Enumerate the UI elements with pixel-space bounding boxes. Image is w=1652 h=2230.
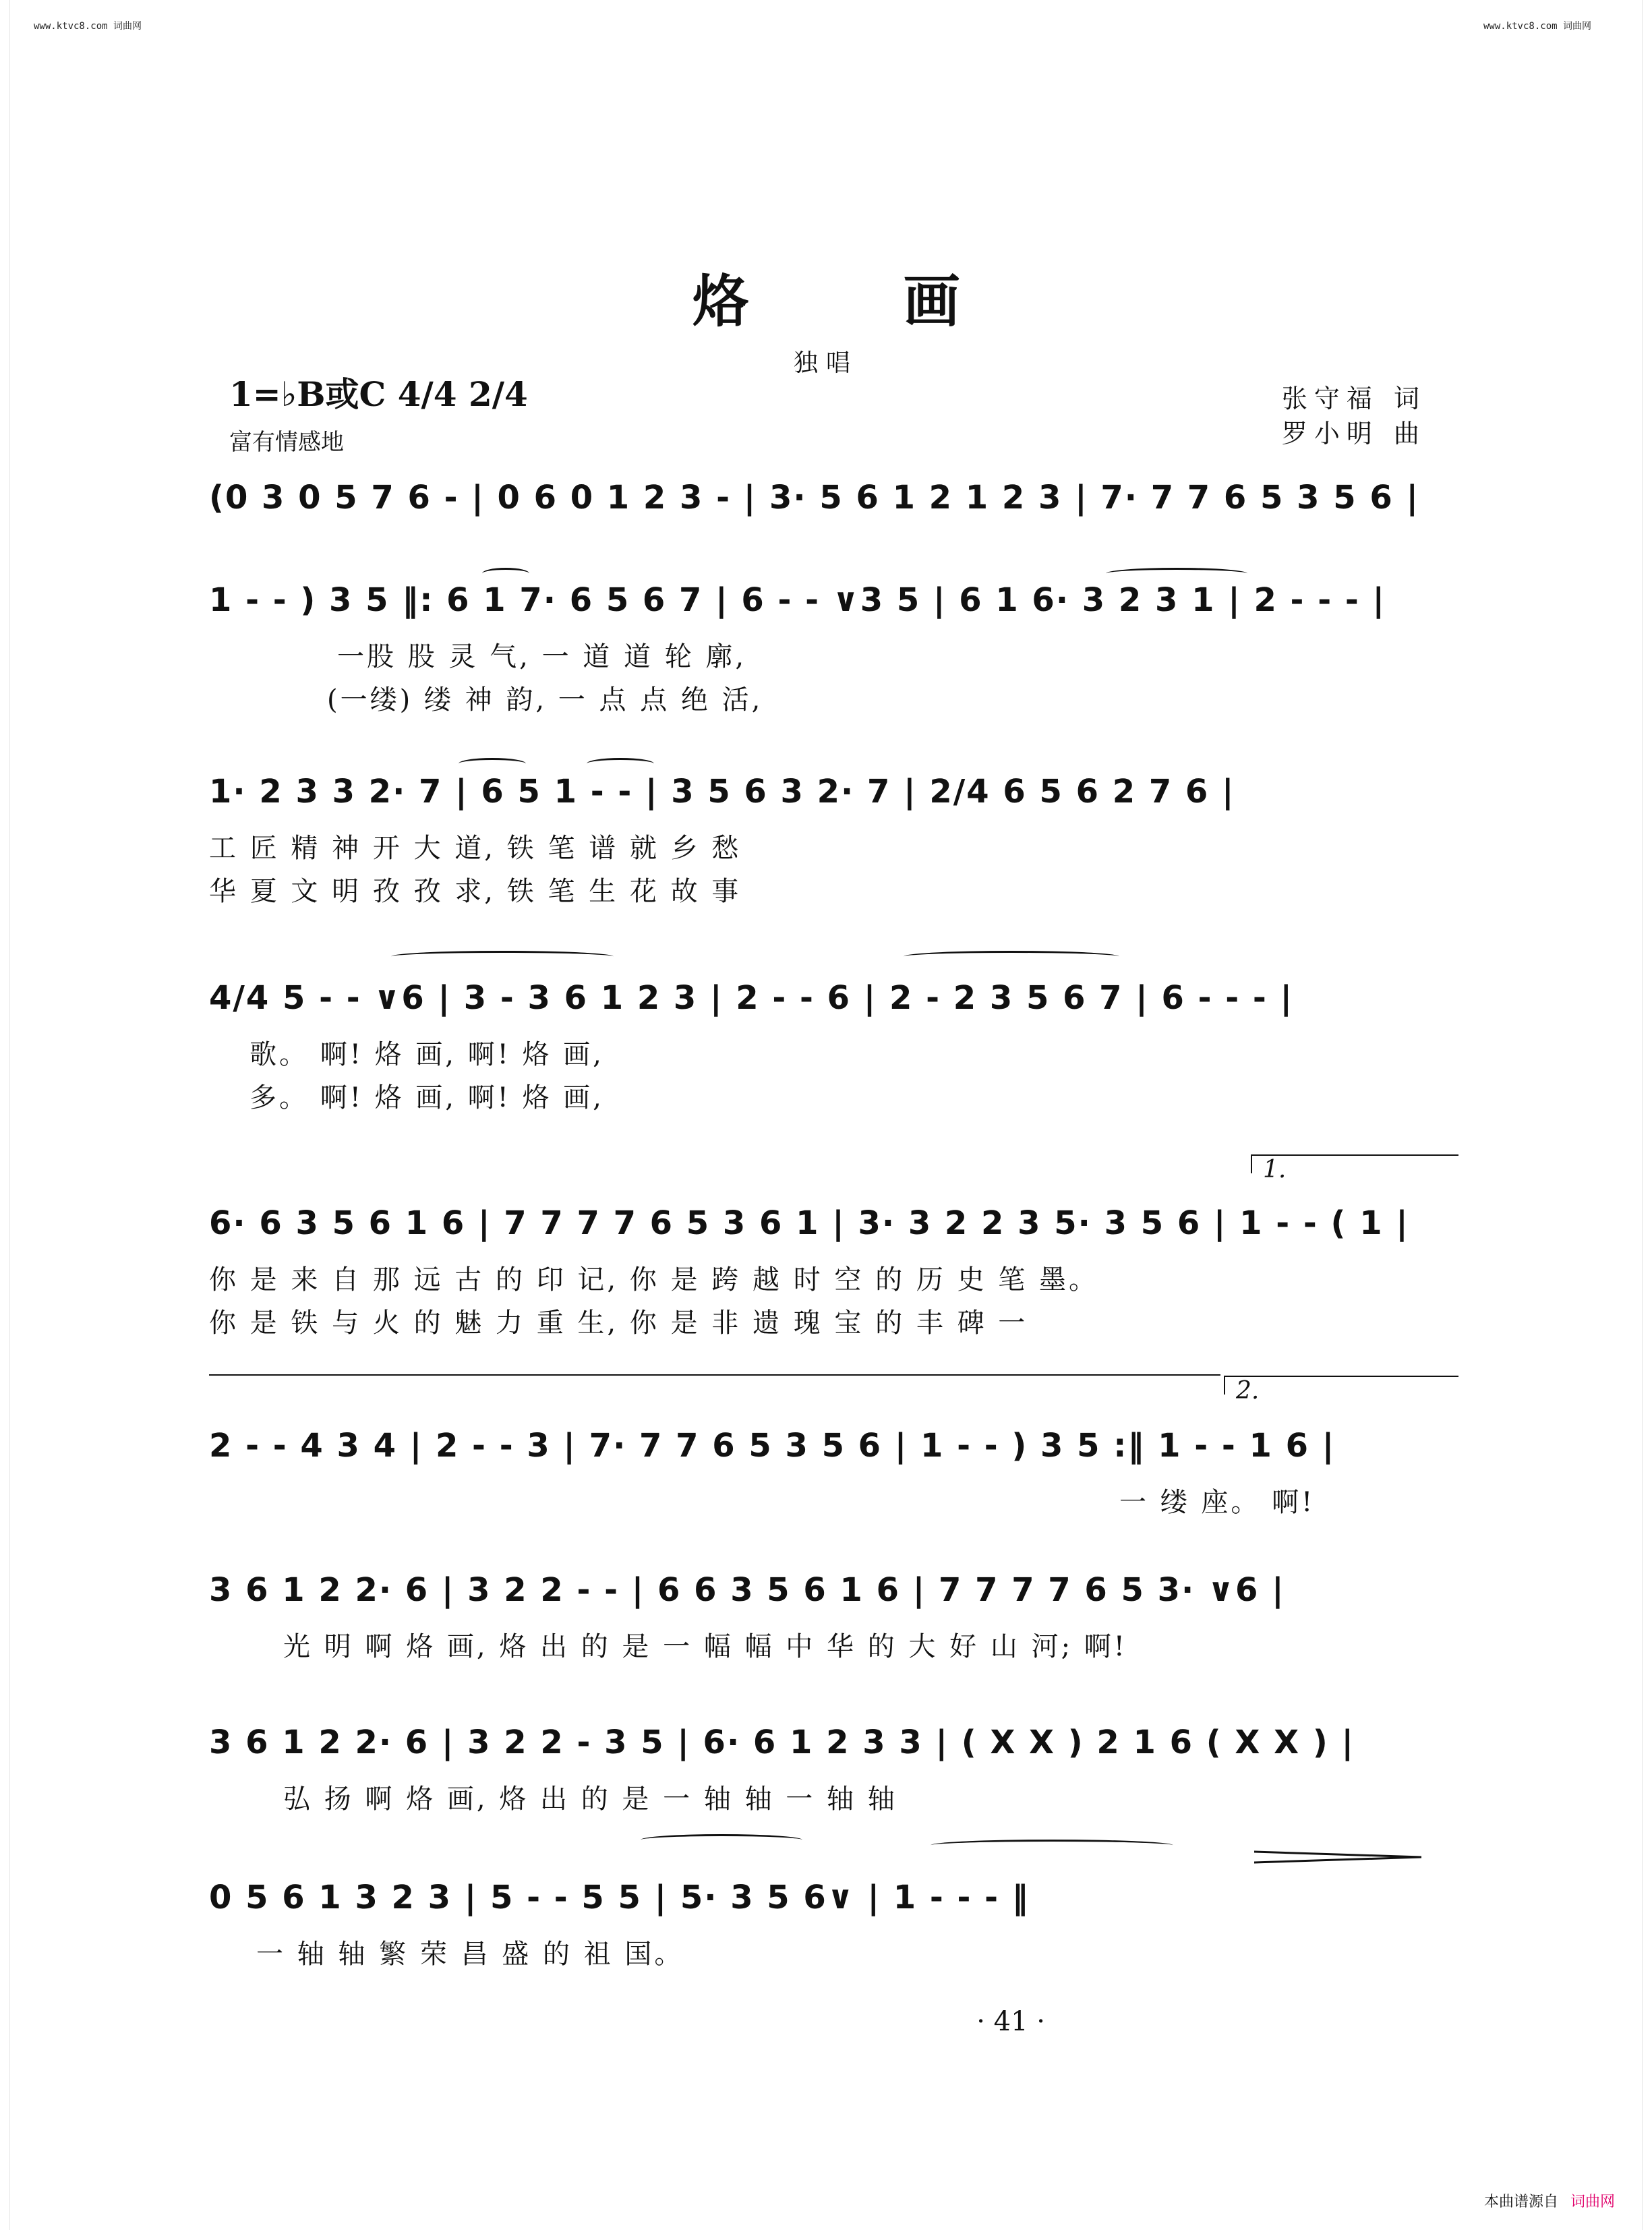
system-9-notes: 0 5 6 1 3 2 3 | 5 - - 5 5 | 5· 3 5 6∨ | 1 - - - ‖ xyxy=(209,1879,1030,1916)
page-number: · 41 · xyxy=(976,2006,1045,2037)
system-7-lyric-1: 光 明 啊 烙 画, 烙 出 的 是 一 幅 幅 中 华 的 大 好 山 河; 啊! xyxy=(283,1631,1127,1662)
song-subtitle: 独唱 xyxy=(793,349,858,377)
footer-brand: 词曲网 xyxy=(1570,2194,1615,2210)
composer-credit: 罗小明 曲 xyxy=(1281,419,1426,448)
system-9-lyric-1: 一 轴 轴 繁 荣 昌 盛 的 祖 国。 xyxy=(256,1939,684,1970)
system-4-notes: 4/4 5 - - ∨6 | 3 - 3 6 1 2 3 | 2 - - 6 | 2 - 2 3 5 6 7 | 6 - - - | xyxy=(209,979,1294,1017)
header-source-right: www.ktvc8.com 词曲网 xyxy=(1483,21,1591,32)
system-5-lyric-1: 你 是 来 自 那 远 古 的 印 记, 你 是 跨 越 时 空 的 历 史 笔 墨。 xyxy=(209,1264,1099,1295)
second-ending-bracket: 2. xyxy=(1224,1376,1458,1395)
header-source-left: www.ktvc8.com 词曲网 xyxy=(34,21,142,32)
song-title: 烙 画 xyxy=(692,268,1028,334)
system-6-notes: 2 - - 4 3 4 | 2 - - 3 | 7· 7 7 6 5 3 5 6 | 1 - - ) 3 5 :‖ 1 - - 1 6 | xyxy=(209,1427,1336,1465)
first-ending-bracket: 1. xyxy=(1251,1154,1458,1173)
system-4-lyric-1: 歌。 啊! 烙 画, 啊! 烙 画, xyxy=(249,1039,604,1070)
system-7-notes: 3 6 1 2 2· 6 | 3 2 2 - - | 6 6 3 5 6 1 6 | 7 7 7 7 6 5 3· ∨6 | xyxy=(209,1571,1285,1609)
system-5-notes: 6· 6 3 5 6 1 6 | 7 7 7 7 6 5 3 6 1 | 3· 3 2 2 3 5· 3 5 6 | 1 - - ( 1 | xyxy=(209,1204,1409,1242)
lyricist-credit: 张守福 词 xyxy=(1281,384,1426,413)
slur-mark xyxy=(391,951,614,962)
system-divider xyxy=(209,1374,1220,1376)
slur-mark xyxy=(904,951,1119,962)
system-2-lyric-1: 一股 股 灵 气, 一 道 道 轮 廓, xyxy=(337,641,747,672)
system-2-lyric-2: (一缕) 缕 神 韵, 一 点 点 绝 活, xyxy=(327,684,763,715)
slur-mark xyxy=(587,758,654,769)
system-3-notes: 1· 2 3 3 2· 7 | 6 5 1 - - | 3 5 6 3 2· 7 | 2/4 6 5 6 2 7 6 | xyxy=(209,773,1235,811)
footer-credit xyxy=(1484,2190,1615,2211)
system-3-lyric-1: 工 匠 精 神 开 大 道, 铁 笔 谱 就 乡 愁 xyxy=(209,833,742,864)
system-3-lyric-2: 华 夏 文 明 孜 孜 求, 铁 笔 生 花 故 事 xyxy=(209,876,742,907)
system-5-lyric-2: 你 是 铁 与 火 的 魅 力 重 生, 你 是 非 遗 瑰 宝 的 丰 碑 一 xyxy=(209,1308,1028,1339)
system-8-lyric-1: 弘 扬 啊 烙 画, 烙 出 的 是 一 轴 轴 一 轴 轴 xyxy=(283,1784,897,1815)
system-1-notes: (0 3 0 5 7 6 - | 0 6 0 1 2 3 - | 3· 5 6 1 2 1 2 3 | 7· 7 7 6 5 3 5 6 | xyxy=(209,479,1419,517)
diminuendo-hairpin-icon xyxy=(1254,1850,1423,1864)
tempo-marking: 富有情感地 xyxy=(229,429,344,456)
slur-mark xyxy=(482,568,529,579)
system-4-lyric-2: 多。 啊! 烙 画, 啊! 烙 画, xyxy=(249,1082,604,1113)
system-2-notes: 1 - - ) 3 5 ‖: 6 1 7· 6 5 6 7 | 6 - - ∨3 5 | 6 1 6· 3 2 3 1 | 2 - - - | xyxy=(209,581,1386,619)
slur-mark xyxy=(1106,568,1247,579)
slur-mark xyxy=(641,1834,802,1846)
system-8-notes: 3 6 1 2 2· 6 | 3 2 2 - 3 5 | 6· 6 1 2 3 3 | ( X X ) 2 1 6 ( X X ) | xyxy=(209,1724,1355,1761)
slur-mark xyxy=(459,758,526,769)
key-signature: 1=♭B或C 4/4 2/4 xyxy=(229,374,528,414)
slur-mark xyxy=(931,1840,1173,1851)
system-6-lyric-1: 一 缕 座。 啊! xyxy=(1119,1487,1316,1518)
footer-text: 本曲谱源自 xyxy=(1483,2194,1558,2210)
